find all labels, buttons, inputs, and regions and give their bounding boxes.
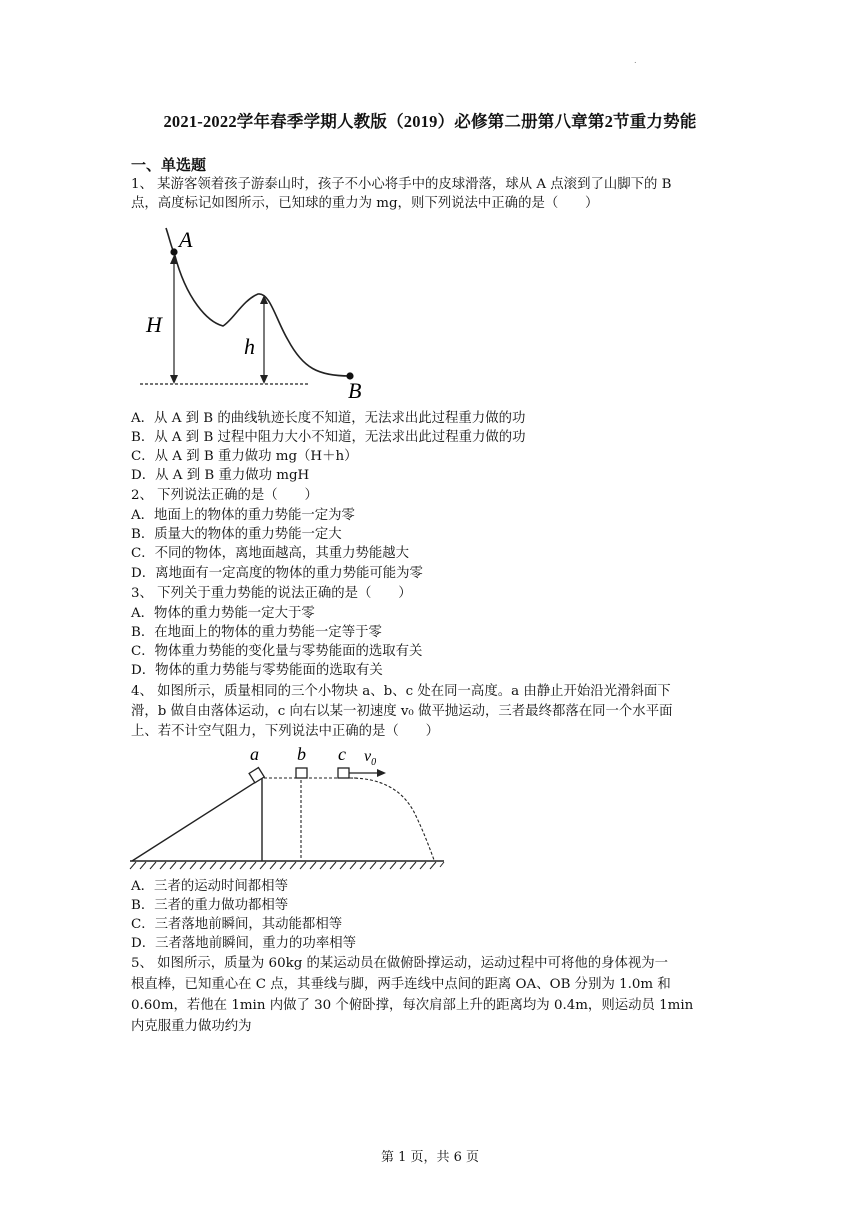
q4-label-c: c: [338, 744, 346, 764]
section-heading: 一、单选题: [131, 158, 207, 174]
q5-stem-line-2: 根直棒，已知重心在 C 点，其垂线与脚，两手连线中点间的距离 OA、OB 分别为 1.0m 和: [131, 977, 671, 992]
q1-label-h: h: [244, 334, 255, 359]
q2-option-a: A．地面上的物体的重力势能一定为零: [131, 508, 355, 523]
q1-option-d: D．从 A 到 B 重力做功 mgH: [131, 468, 310, 483]
q3-option-b: B．在地面上的物体的重力势能一定等于零: [131, 625, 382, 640]
q1-stem-line-1: 1、 某游客领着孩子游泰山时，孩子不小心将手中的皮球滑落，球从 A 点滚到了山脚下的 B: [131, 177, 672, 192]
q2-option-c: C．不同的物体，离地面越高，其重力势能越大: [131, 546, 410, 561]
q4-option-a: A．三者的运动时间都相等: [131, 879, 288, 894]
q5-stem-line-3: 0.60m，若他在 1min 内做了 30 个俯卧撑，每次肩部上升的距离均为 0.4m，则运动员 1min: [131, 998, 694, 1013]
document-title: 2021-2022学年春季学期人教版（2019）必修第二册第八章第2节重力势能: [163, 112, 697, 131]
q1-figure-hill: [138, 220, 378, 405]
q4-label-v0: $v_0$: [364, 748, 377, 768]
q1-option-c: C．从 A 到 B 重力做功 mg（H＋h）: [131, 449, 358, 464]
q3-option-c: C．物体重力势能的变化量与零势能面的选取有关: [131, 644, 423, 659]
q3-option-d: D．物体的重力势能与零势能面的选取有关: [131, 663, 383, 678]
q4-stem-line-3: 上、若不计空气阻力，下列说法中正确的是（ ）: [131, 724, 439, 739]
q4-option-b: B．三者的重力做功都相等: [131, 898, 289, 913]
q4-option-d: D．三者落地前瞬间，重力的功率相等: [131, 936, 356, 951]
q1-option-a: A．从 A 到 B 的曲线轨迹长度不知道，无法求出此过程重力做的功: [131, 411, 526, 426]
q4-label-a: a: [250, 744, 259, 764]
q4-figure-incline: [128, 742, 448, 874]
q4-label-b: b: [297, 744, 306, 764]
q5-stem-line-1: 5、 如图所示，质量为 60kg 的某运动员在做俯卧撑运动，运动过程中可将他的身体视为一: [131, 956, 669, 971]
q2-option-b: B．质量大的物体的重力势能一定大: [131, 527, 342, 542]
q3-option-a: A．物体的重力势能一定大于零: [131, 606, 315, 621]
q4-stem-line-2: 滑，b 做自由落体运动，c 向右以某一初速度 v₀ 做平抛运动，三者最终都落在同一个水平面: [131, 704, 673, 719]
q1-label-B: B: [348, 378, 362, 403]
q3-stem: 3、 下列关于重力势能的说法正确的是（ ）: [131, 586, 412, 601]
q4-option-c: C．三者落地前瞬间，其动能都相等: [131, 917, 343, 932]
corner-mark: .: [634, 56, 637, 65]
q2-option-d: D．离地面有一定高度的物体的重力势能可能为零: [131, 566, 423, 581]
q1-stem-line-2: 点，高度标记如图所示，已知球的重力为 mg，则下列说法中正确的是（ ）: [131, 196, 599, 211]
page-footer: 第 1 页，共 6 页: [380, 1150, 480, 1165]
q2-stem: 2、 下列说法正确的是（ ）: [131, 488, 318, 503]
q1-option-b: B．从 A 到 B 过程中阻力大小不知道，无法求出此过程重力做的功: [131, 430, 526, 445]
q5-stem-line-4: 内克服重力做功约为: [131, 1019, 252, 1034]
q4-stem-line-1: 4、 如图所示，质量相同的三个小物块 a、b、c 处在同一高度。a 由静止开始沿光滑斜面下: [131, 684, 671, 699]
q1-label-A: A: [179, 227, 193, 252]
q1-label-H: H: [146, 312, 162, 337]
